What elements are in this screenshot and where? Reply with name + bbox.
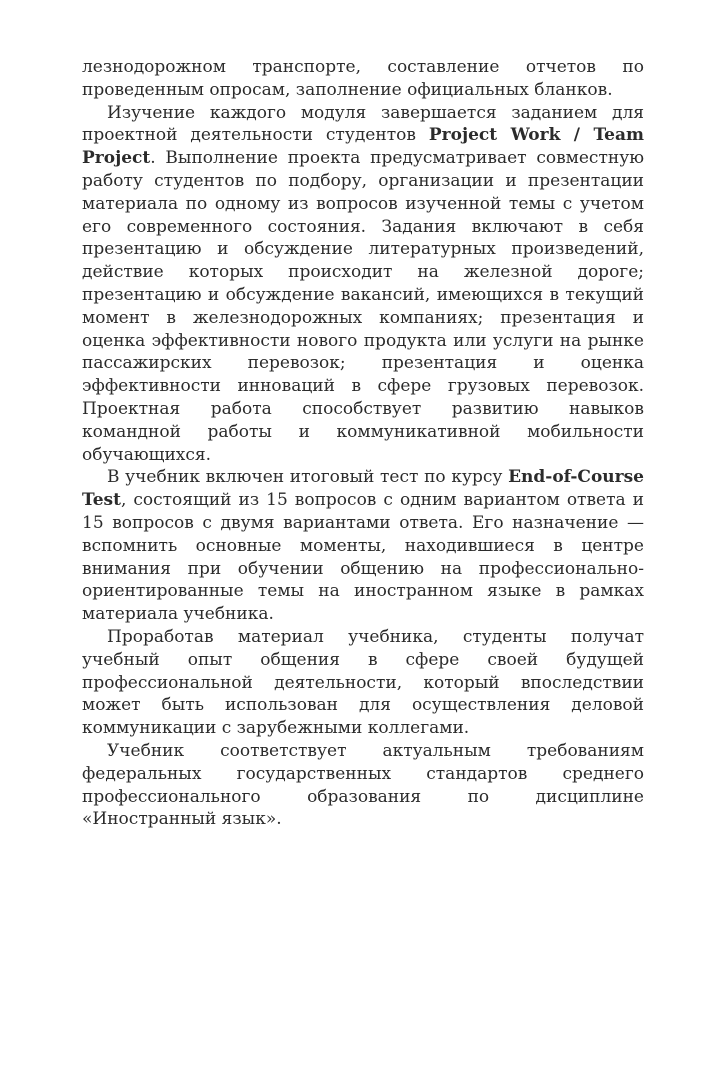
bold-term-project-work: Project Work / Team Project	[82, 125, 644, 169]
paragraph-experience: Проработав материал учебника, студенты получат учебный опыт общения в сфере своей будущей профессиональной деятельности, который впоследствии может быть использован для осуществления деловой коммуникации с зарубежными коллегами.	[82, 626, 644, 739]
paragraph-text: Изучение каждого модуля завершается заданием для проектной деятельности студентов	[82, 102, 644, 146]
paragraph-text: , состоящий из 15 вопросов с одним вариантом ответа и 15 вопросов с двумя вариантами ответа. Его назначение — вспомнить основные моменты, находившиеся в центре внимания при обучении общению на профессионально-ориентированные темы на иностранном языке в рамках материала учебника.	[82, 490, 644, 625]
paragraph-text: В учебник включен итоговый тест по курсу	[107, 467, 509, 488]
paragraph-end-of-course-test	[82, 466, 644, 626]
page-body-text	[82, 56, 644, 831]
paragraph-project-work	[82, 102, 644, 467]
bold-term-end-of-course-test: End-of-Course Test	[82, 467, 644, 511]
paragraph-continuation: лезнодорожном транспорте, составление отчетов по проведенным опросам, заполнение официальных бланков.	[82, 57, 644, 100]
paragraph-text: . Выполнение проекта предусматривает совместную работу студентов по подбору, организации и презентации материала по одному из вопросов изученной темы с учетом его современного состояния. Задания включают в себя презентацию и обсуждение литературных произведений, действие которых происходит на железной дороге; презентацию и обсуждение вакансий, имеющихся в текущий момент в железнодорожных компаниях; презентация и оценка эффективности нового продукта или услуги на рынке пассажирских перевозок; презентация и оценка эффективности инноваций в сфере грузовых перевозок. Проектная работа способствует развитию навыков командной работы и коммуникативной мобильности обучающихся.	[82, 148, 644, 465]
paragraph-standards: Учебник соответствует актуальным требованиям федеральных государственных стандартов среднего профессионального образования по дисциплине «Иностранный язык».	[82, 740, 644, 830]
